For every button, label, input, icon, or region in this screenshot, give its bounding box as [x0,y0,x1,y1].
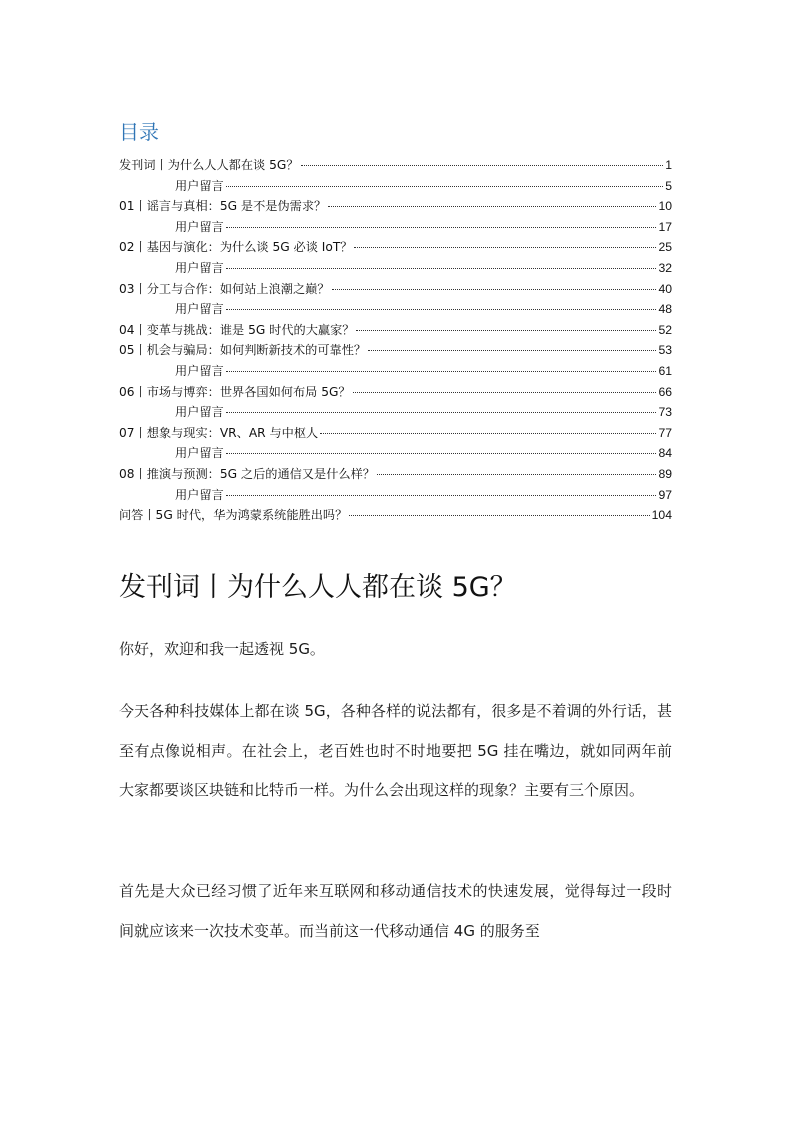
toc-leader-dots [349,515,649,516]
toc-subentry[interactable] [119,485,672,506]
toc-leader-dots [226,309,657,310]
toc-entry-label: 用户留言 [175,260,224,275]
toc-leader-dots [354,247,656,248]
toc-title: 目录 [119,120,159,144]
toc-entry-page-number: 52 [658,322,672,337]
toc-entry-page-number: 104 [651,508,672,523]
toc-entry-page-number: 32 [658,260,672,275]
toc-leader-dots [301,165,664,166]
toc-entry-page-number: 97 [658,487,672,502]
toc-entry-label: 用户留言 [175,405,224,420]
toc-entry-page-number: 73 [658,405,672,420]
toc-entry-page-number: 61 [658,363,672,378]
toc-entry-page-number: 84 [658,446,672,461]
toc-subentry[interactable] [119,217,672,238]
toc-entry-label: 用户留言 [175,446,224,461]
article-paragraph: 你好，欢迎和我一起透视 5G。 [119,640,325,658]
toc-entry-page-number: 5 [665,178,672,193]
toc-entry-label: 02丨基因与演化：为什么谈 5G 必谈 IoT？ [119,240,353,255]
toc-entry[interactable] [119,279,672,300]
toc-entry-page-number: 25 [658,240,672,255]
toc-entry-label: 03丨分工与合作：如何站上浪潮之巅？ [119,281,330,296]
article-paragraph: 首先是大众已经习惯了近年来互联网和移动通信技术的快速发展，觉得每过一段时间就应该来一次技术变革。而当前这一代移动通信 4G 的服务至 [119,882,672,940]
toc-subentry[interactable] [119,402,672,423]
toc-leader-dots [226,371,657,372]
toc-entry-label: 01丨谣言与真相：5G 是不是伪需求？ [119,199,327,214]
toc-entry-page-number: 10 [658,199,672,214]
toc-entry-page-number: 17 [658,219,672,234]
toc-entry[interactable] [119,320,672,341]
toc-leader-dots [226,495,657,496]
toc-leader-dots [226,227,657,228]
toc-entry-label: 发刊词丨为什么人人都在谈 5G？ [119,158,299,172]
toc-leader-dots [332,289,657,290]
article-heading: 发刊词丨为什么人人都在谈 5G？ [119,572,517,603]
toc-leader-dots [353,392,657,393]
toc-leader-dots [226,268,657,269]
toc-leader-dots [226,186,663,187]
toc-entry[interactable] [119,340,672,361]
toc-entry-label: 08丨推演与预测：5G 之后的通信又是什么样？ [119,466,375,481]
toc-subentry[interactable] [119,361,672,382]
toc-subentry[interactable] [119,443,672,464]
toc-entry-page-number: 40 [658,281,672,296]
toc-leader-dots [328,206,656,207]
toc-entry-label: 用户留言 [175,302,224,317]
toc-entry-label: 05丨机会与骗局：如何判断新技术的可靠性？ [119,343,367,358]
toc-entry[interactable] [119,423,672,444]
toc-entry[interactable] [119,382,672,403]
toc-subentry[interactable] [119,176,672,197]
toc-entry-page-number: 89 [658,466,672,481]
toc-leader-dots [356,330,656,331]
toc-entry-label: 用户留言 [175,363,224,378]
toc-entry[interactable] [119,155,672,176]
toc-entry-label: 用户留言 [175,219,224,234]
toc-entry-page-number: 1 [665,158,672,172]
toc-entry-page-number: 53 [658,343,672,358]
toc-entry[interactable] [119,505,672,526]
toc-subentry[interactable] [119,299,672,320]
toc-entry-page-number: 48 [658,302,672,317]
toc-entry-label: 问答丨5G 时代，华为鸿蒙系统能胜出吗？ [119,508,348,523]
toc-subentry[interactable] [119,258,672,279]
toc-leader-dots [320,433,656,434]
toc-leader-dots [226,412,657,413]
toc-entry-label: 07丨想象与现实：VR、AR 与中枢人 [119,425,319,440]
toc-leader-dots [226,453,657,454]
toc-entry[interactable] [119,464,672,485]
toc-entry-label: 06丨市场与博弈：世界各国如何布局 5G？ [119,384,351,399]
toc-entry-label: 用户留言 [175,178,224,193]
toc-entry-page-number: 77 [658,425,672,440]
toc-entry-label: 04丨变革与挑战：谁是 5G 时代的大赢家？ [119,322,355,337]
table-of-contents [119,155,672,526]
toc-leader-dots [368,350,656,351]
article-paragraph: 今天各种科技媒体上都在谈 5G，各种各样的说法都有，很多是不着调的外行话，甚至有点像说相声。在社会上，老百姓也时不时地要把 5G 挂在嘴边，就如同两年前大家都要谈区块链和比特币一样。为什么会出现这样的现象？主要有三个原因。 [119,702,672,799]
toc-entry-page-number: 66 [658,384,672,399]
toc-entry[interactable] [119,237,672,258]
toc-entry-label: 用户留言 [175,487,224,502]
toc-leader-dots [377,474,656,475]
toc-entry[interactable] [119,196,672,217]
